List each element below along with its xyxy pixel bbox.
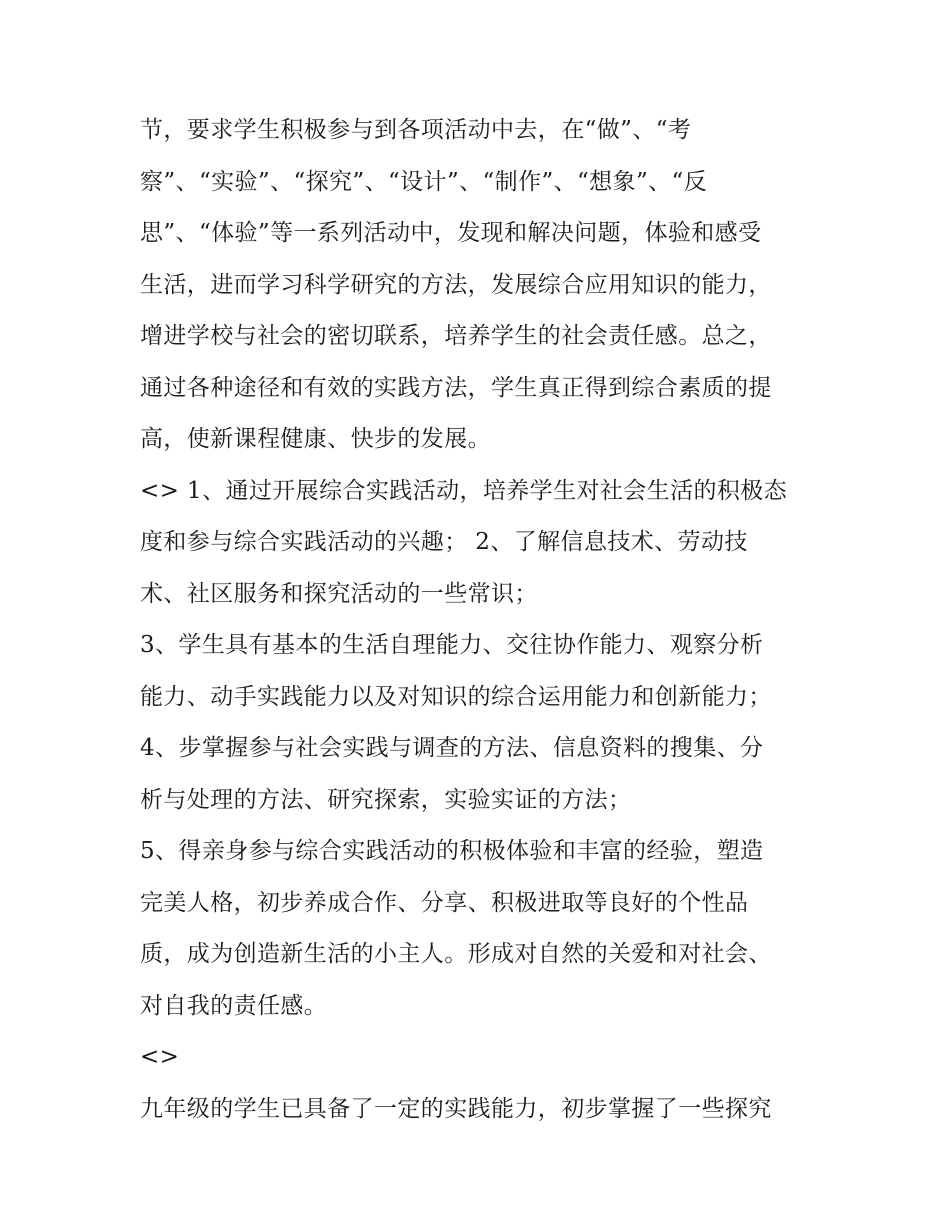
text-line: 4、步掌握参与社会实践与调查的方法、信息资料的搜集、分 bbox=[140, 735, 764, 761]
text-line: 思”、“体验”等一系列活动中，发现和解决问题，体验和感受 bbox=[140, 220, 762, 246]
text-line: 对自我的责任感。 bbox=[140, 992, 328, 1019]
text-line: 九年级的学生已具备了一定的实践能力，初步掌握了一些探究 bbox=[140, 1095, 772, 1122]
text-line: 5、得亲身参与综合实践活动的积极体验和丰富的经验，塑造 bbox=[140, 838, 764, 864]
text-line: 完美人格，初步养成合作、分享、积极进取等良好的个性品 bbox=[140, 889, 749, 916]
body-text bbox=[140, 110, 830, 1140]
text-line: 度和参与综合实践活动的兴趣； 2、了解信息技术、劳动技 bbox=[140, 529, 748, 555]
text-line: 通过各种途径和有效的实践方法，学生真正得到综合素质的提 bbox=[140, 374, 772, 401]
text-line: 生活，进而学习科学研究的方法，发展综合应用知识的能力， bbox=[140, 271, 772, 298]
text-line: 术、社区服务和探究活动的一些常识； bbox=[140, 580, 538, 607]
text-line: 析与处理的方法、研究探索，实验实证的方法； bbox=[140, 786, 632, 813]
text-line: 能力、动手实践能力以及对知识的综合运用能力和创新能力； bbox=[140, 683, 772, 710]
text-line: 质，成为创造新生活的小主人。形成对自然的关爱和对社会、 bbox=[140, 941, 772, 967]
text-line: 3、学生具有基本的生活自理能力、交往协作能力、观察分析 bbox=[140, 632, 764, 658]
text-line: 节，要求学生积极参与到各项活动中去，在“做”、“考 bbox=[140, 117, 692, 143]
text-line: 高，使新课程健康、快步的发展。 bbox=[140, 426, 491, 452]
text-line: <> 1、通过开展综合实践活动，培养学生对社会生活的积极态 bbox=[140, 477, 788, 504]
text-line: 增进学校与社会的密切联系，培养学生的社会责任感。总之， bbox=[140, 323, 772, 349]
text-line: 察”、“实验”、“探究”、“设计”、“制作”、“想象”、“反 bbox=[140, 168, 708, 195]
text-line: <> bbox=[140, 1044, 180, 1070]
